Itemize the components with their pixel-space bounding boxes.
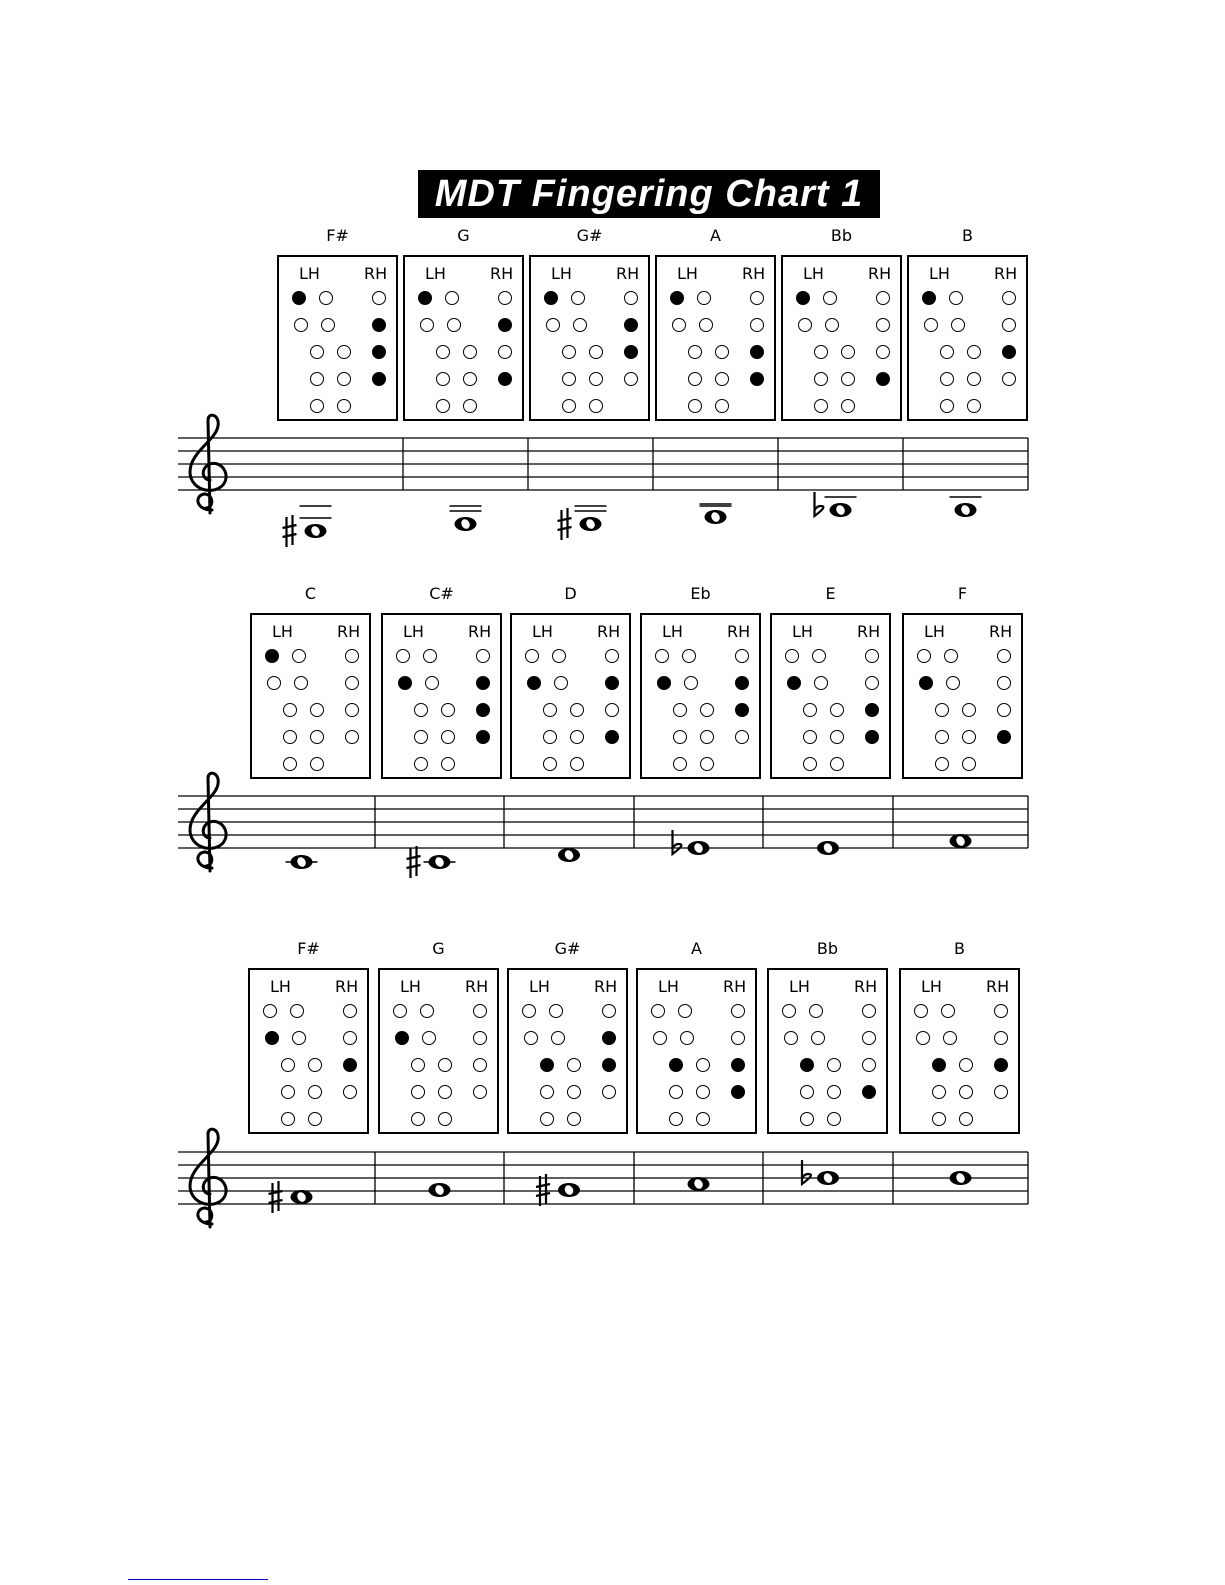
chart-title: MDT Fingering Chart 1 — [418, 170, 880, 218]
left-hand-label: LH — [400, 977, 421, 996]
note-name-label: G# — [576, 226, 603, 245]
right-hand-label: RH — [465, 977, 489, 996]
note-name-label: C — [304, 584, 317, 603]
note-name-label: B — [962, 226, 973, 245]
right-hand-label: RH — [468, 622, 492, 641]
left-hand-label: LH — [270, 977, 291, 996]
note-name-label: A — [710, 226, 721, 245]
note-name-label: F# — [297, 939, 320, 958]
note-name-label: Bb — [816, 939, 839, 958]
sharp-icon — [269, 1181, 283, 1213]
footer-link-underline — [128, 1579, 268, 1580]
note-name-label: G# — [554, 939, 581, 958]
note-name-label: F — [957, 584, 968, 603]
right-hand-label: RH — [986, 977, 1010, 996]
left-hand-label: LH — [803, 264, 824, 283]
left-hand-label: LH — [792, 622, 813, 641]
note-name-label: B — [954, 939, 965, 958]
right-hand-label: RH — [854, 977, 878, 996]
right-hand-label: RH — [868, 264, 892, 283]
left-hand-label: LH — [789, 977, 810, 996]
note-name-label: Eb — [690, 584, 711, 603]
note-name-label: C# — [429, 584, 454, 603]
right-hand-label: RH — [994, 264, 1018, 283]
left-hand-label: LH — [924, 622, 945, 641]
flat-icon — [815, 492, 824, 516]
right-hand-label: RH — [364, 264, 388, 283]
sharp-icon — [283, 515, 297, 547]
right-hand-label: RH — [989, 622, 1013, 641]
right-hand-label: RH — [727, 622, 751, 641]
right-hand-label: RH — [742, 264, 766, 283]
left-hand-label: LH — [658, 977, 679, 996]
sharp-icon — [536, 1174, 550, 1206]
right-hand-label: RH — [723, 977, 747, 996]
sharp-icon — [558, 508, 572, 540]
left-hand-label: LH — [677, 264, 698, 283]
right-hand-label: RH — [337, 622, 361, 641]
left-hand-label: LH — [299, 264, 320, 283]
left-hand-label: LH — [662, 622, 683, 641]
note-name-label: G — [432, 939, 445, 958]
note-name-label: G — [457, 226, 470, 245]
note-name-label: Bb — [830, 226, 853, 245]
left-hand-label: LH — [272, 622, 293, 641]
note-name-label: A — [691, 939, 702, 958]
left-hand-label: LH — [929, 264, 950, 283]
right-hand-label: RH — [597, 622, 621, 641]
flat-icon — [802, 1160, 811, 1184]
note-name-label: F# — [326, 226, 349, 245]
left-hand-label: LH — [921, 977, 942, 996]
note-name-label: D — [564, 584, 577, 603]
right-hand-label: RH — [857, 622, 881, 641]
left-hand-label: LH — [403, 622, 424, 641]
left-hand-label: LH — [529, 977, 550, 996]
right-hand-label: RH — [490, 264, 514, 283]
flat-icon — [673, 830, 682, 854]
left-hand-label: LH — [425, 264, 446, 283]
left-hand-label: LH — [532, 622, 553, 641]
note-name-label: E — [825, 584, 836, 603]
left-hand-label: LH — [551, 264, 572, 283]
sharp-icon — [407, 846, 421, 878]
right-hand-label: RH — [335, 977, 359, 996]
right-hand-label: RH — [594, 977, 618, 996]
right-hand-label: RH — [616, 264, 640, 283]
